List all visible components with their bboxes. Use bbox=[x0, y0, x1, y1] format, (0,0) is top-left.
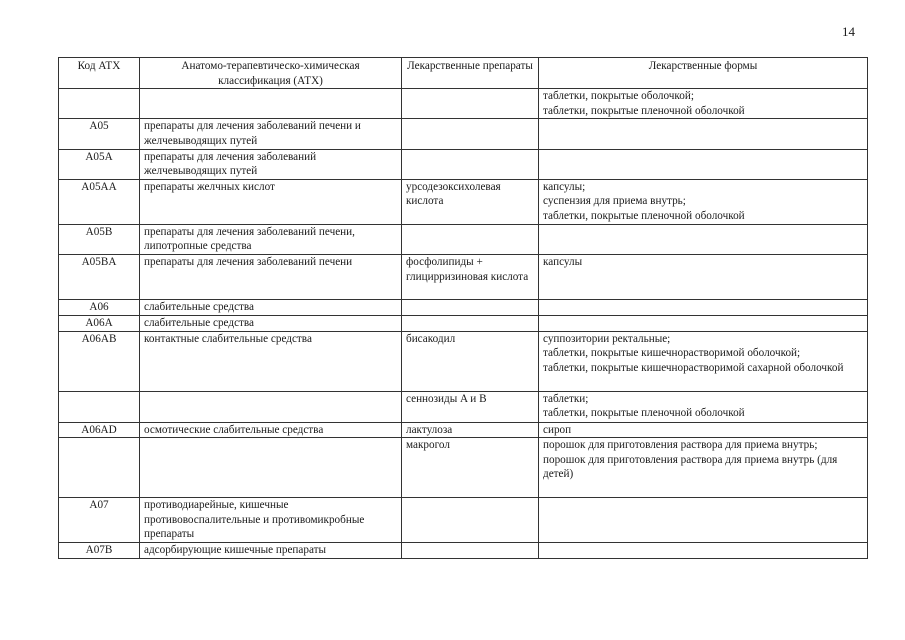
drug-cell bbox=[402, 498, 539, 543]
atx-code-cell: A05 bbox=[59, 119, 140, 149]
page-number: 14 bbox=[842, 24, 855, 39]
classification-cell: препараты для лечения заболеваний печени, липотропные средства bbox=[140, 224, 402, 254]
dosage-forms-cell bbox=[539, 254, 868, 299]
classification-cell: препараты для лечения заболеваний печени bbox=[140, 254, 402, 299]
classification-cell: слабительные средства bbox=[140, 315, 402, 331]
table-row bbox=[59, 224, 868, 254]
dosage-form-line: порошок для приготовления раствора для приема внутрь (для детей) bbox=[543, 453, 838, 481]
dosage-forms-cell bbox=[539, 331, 868, 391]
atx-code-cell: A05AA bbox=[59, 179, 140, 224]
classification-cell: препараты желчных кислот bbox=[140, 179, 402, 224]
atx-code-cell: A05A bbox=[59, 149, 140, 179]
table-row bbox=[59, 498, 868, 543]
classification-cell: осмотические слабительные средства bbox=[140, 422, 402, 438]
atx-code-cell: A05B bbox=[59, 224, 140, 254]
dosage-forms-cell bbox=[539, 224, 868, 254]
dosage-form-line: капсулы; bbox=[543, 180, 586, 193]
table-row bbox=[59, 315, 868, 331]
dosage-form-line: суппозитории ректальные; bbox=[543, 332, 671, 345]
atx-code-cell bbox=[59, 391, 140, 422]
dosage-forms-cell bbox=[539, 119, 868, 149]
dosage-form-line: суспензия для приема внутрь; bbox=[543, 195, 686, 208]
drug-cell: лактулоза bbox=[402, 422, 539, 438]
classification-cell: адсорбирующие кишечные препараты bbox=[140, 543, 402, 559]
table-row bbox=[59, 422, 868, 438]
atx-drug-table bbox=[58, 57, 868, 559]
dosage-form-line: таблетки, покрытые кишечнорастворимой оболочкой; bbox=[543, 347, 801, 360]
dosage-form-line: таблетки, покрытые пленочной оболочкой bbox=[543, 209, 745, 222]
drug-cell bbox=[402, 299, 539, 315]
header-drugs: Лекарственные препараты bbox=[402, 58, 539, 89]
classification-cell bbox=[140, 438, 402, 498]
drug-cell: урсодезоксихолевая кислота bbox=[402, 179, 539, 224]
table-row bbox=[59, 331, 868, 391]
drug-cell: фосфолипиды + глицирризиновая кислота bbox=[402, 254, 539, 299]
dosage-forms-cell bbox=[539, 391, 868, 422]
atx-code-cell: A07B bbox=[59, 543, 140, 559]
drug-cell bbox=[402, 315, 539, 331]
classification-cell: слабительные средства bbox=[140, 299, 402, 315]
dosage-forms-cell bbox=[539, 89, 868, 119]
drug-cell bbox=[402, 89, 539, 119]
atx-code-cell: A06 bbox=[59, 299, 140, 315]
dosage-form-line: капсулы bbox=[543, 255, 583, 268]
table-row bbox=[59, 438, 868, 498]
drug-cell: бисакодил bbox=[402, 331, 539, 391]
table-row bbox=[59, 149, 868, 179]
table-row bbox=[59, 119, 868, 149]
dosage-forms-cell bbox=[539, 438, 868, 498]
atx-code-cell bbox=[59, 89, 140, 119]
dosage-form-line: таблетки, покрытые оболочкой; bbox=[543, 90, 694, 103]
table-row bbox=[59, 254, 868, 299]
atx-code-cell bbox=[59, 438, 140, 498]
dosage-form-line: таблетки, покрытые кишечнорастворимой сахарной оболочкой bbox=[543, 361, 844, 374]
header-dosage-forms: Лекарственные формы bbox=[539, 58, 868, 89]
atx-code-cell: A06A bbox=[59, 315, 140, 331]
header-atx-classification: Анатомо-терапевтическо-химическая классификация (АТХ) bbox=[140, 58, 402, 89]
dosage-forms-cell bbox=[539, 498, 868, 543]
atx-code-cell: A06AB bbox=[59, 331, 140, 391]
classification-cell: препараты для лечения заболеваний желчевыводящих путей bbox=[140, 149, 402, 179]
drug-cell: сеннозиды A и B bbox=[402, 391, 539, 422]
drug-cell bbox=[402, 149, 539, 179]
dosage-form-line: сироп bbox=[543, 423, 572, 436]
table-row bbox=[59, 543, 868, 559]
dosage-forms-cell bbox=[539, 315, 868, 331]
atx-code-cell: A06AD bbox=[59, 422, 140, 438]
dosage-forms-cell bbox=[539, 149, 868, 179]
table-row bbox=[59, 299, 868, 315]
classification-cell bbox=[140, 391, 402, 422]
dosage-form-line: таблетки, покрытые пленочной оболочкой bbox=[543, 104, 745, 117]
table-row bbox=[59, 89, 868, 119]
classification-cell: противодиарейные, кишечные противовоспалительные и противомикробные препараты bbox=[140, 498, 402, 543]
table-header-row bbox=[59, 58, 868, 89]
drug-cell: макрогол bbox=[402, 438, 539, 498]
table-row bbox=[59, 179, 868, 224]
dosage-forms-cell bbox=[539, 299, 868, 315]
drug-cell bbox=[402, 543, 539, 559]
dosage-forms-cell bbox=[539, 422, 868, 438]
classification-cell: препараты для лечения заболеваний печени и желчевыводящих путей bbox=[140, 119, 402, 149]
table-row bbox=[59, 391, 868, 422]
dosage-forms-cell bbox=[539, 543, 868, 559]
classification-cell bbox=[140, 89, 402, 119]
drug-cell bbox=[402, 224, 539, 254]
dosage-form-line: таблетки, покрытые пленочной оболочкой bbox=[543, 407, 745, 420]
classification-cell: контактные слабительные средства bbox=[140, 331, 402, 391]
atx-code-cell: A05BA bbox=[59, 254, 140, 299]
dosage-form-line: таблетки; bbox=[543, 392, 589, 405]
dosage-forms-cell bbox=[539, 179, 868, 224]
drug-cell bbox=[402, 119, 539, 149]
header-atx-code: Код АТХ bbox=[59, 58, 140, 89]
atx-code-cell: A07 bbox=[59, 498, 140, 543]
dosage-form-line: порошок для приготовления раствора для приема внутрь; bbox=[543, 439, 818, 452]
